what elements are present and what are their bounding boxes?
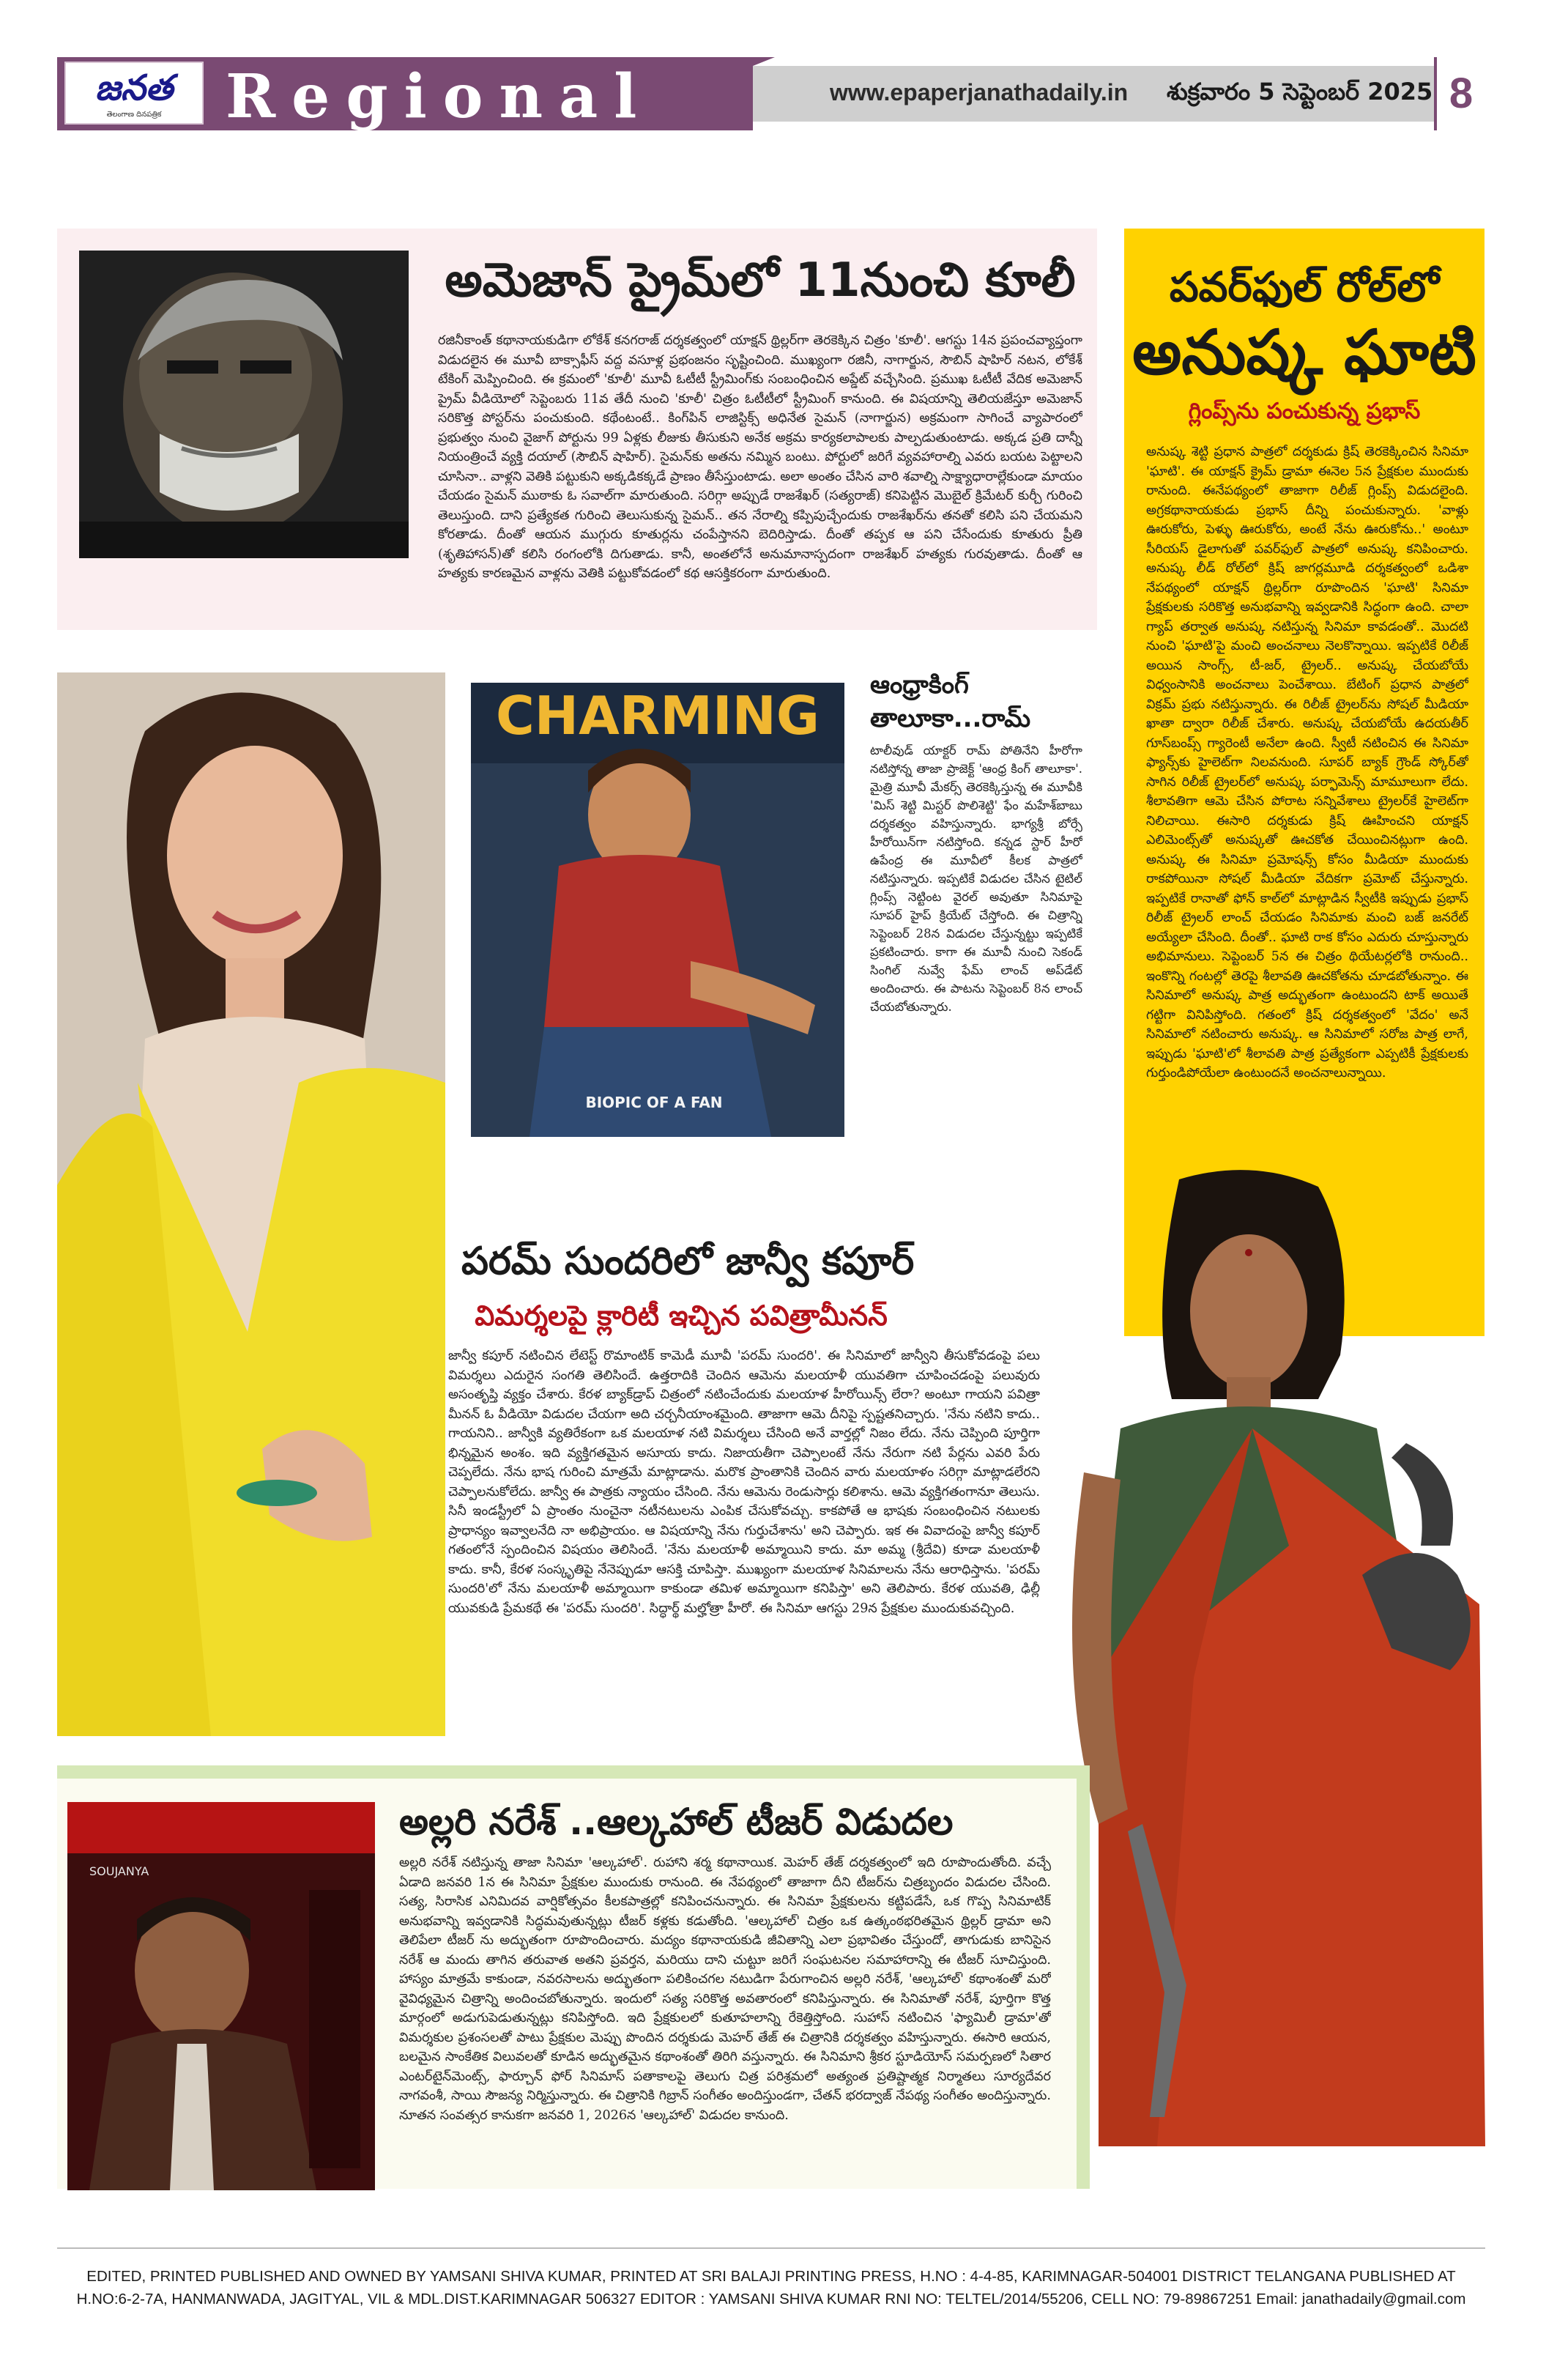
coolie-headline: అమెజాన్ ప్రైమ్‌లో 11నుంచి కూలీ <box>445 253 1076 308</box>
imprint-line-2: H.NO:6-2-7A, HANMANWADA, JAGITYAL, VIL & MDL.DIST.KARIMNAGAR 506327 EDITOR : YAMSANI SHIVA KUMAR RNI NO: TELTEL/2014/55206, CELL NO: 79-89867251 Email: janathadaily@gmail.com <box>76 2291 1466 2307</box>
footer-divider <box>57 2247 1485 2249</box>
section-title: Regional <box>226 62 653 132</box>
coolie-body: రజినీకాంత్ కథానాయకుడిగా లోకేశ్ కనగరాజ్ దర్శకత్వంలో యాక్షన్ థ్రిల్లర్‌గా తెరకెక్కిన చిత్రం 'కూలీ'. ఆగస్టు 14న ప్రపంచవ్యాప్తంగా విడుదలైన ఈ మూవీ బాక్సాఫీస్ వద్ద వసూళ్ల ప్రభంజనం సృష్టించింది. ముఖ్యంగా రజినీ, నాగార్జున, సౌబిన్ షాహిర్ నటన, లోకేశ్ టేకింగ్ మెప్పించింది. ఈ క్రమంలో 'కూలీ' మూవీ ఓటీటీ స్ట్రీమింగ్‌కు సంబంధించిన అప్డేట్ వచ్చేసింది. ప్రముఖ ఓటీటీ వేదిక అమెజాన్ ప్రైమ్ వీడియోలో సెప్టెంబరు 11వ తేదీ నుంచి 'కూలీ' చిత్రం ఓటీటీలో స్ట్రీమింగ్ కానుంది. ఈ విషయాన్ని తెలియజేస్తూ అమెజాన్ సరికొత్త పోస్టర్‌ను పంచుకుంది. కథేంటంటే.. కింగ్‌పిన్ లాజిస్టిక్స్ అధినేత సైమన్ (నాగార్జున) అక్రమంగా సాగించే వ్యాపారంలో ప్రభుత్వం నుంచి వైజాగ్ పోర్టును 99 ఏళ్లకు లీజుకు తీసుకుని అనేక అక్రమ కార్యకలాపాలకు పాల్పడుతుంటాడు. అక్కడ ప్రతి దాన్నీ నియంత్రించే వ్యక్తి దయాల్ (సౌబిన్ షాహిర్). సైమన్‌కు అతను నమ్మిన బంటు. పోర్టులో జరిగే వ్యవహారాల్ని ఎవరు బయట పెట్టాలని చూసినా.. వాళ్లని వెతికి పట్టుకుని అక్కడికక్కడే ప్రాణం తీసేస్తుంటాడు. అలా అంతం చేసిన వారి శవాల్ని సాక్ష్యాధారాల్లేకుండా మాయం చేయడం సైమన్ ముఠాకు ఓ సవాల్‌గా మారుతుంది. సరిగ్గా అప్పుడే రాజశేఖర్ (సత్యరాజ్) కనిపెట్టిన మొబైల్ క్రిమేటర్ కుర్చీ గురించి తెలుస్తుంది. దాని ప్రత్యేకత గురించి తెలుసుకున్న సైమన్.. తన నేరాల్ని కప్పిపుచ్చేందుకు రాజశేఖర్‌ను తనతో కలిసి పని చేయమని కోరతాడు. దీంతో ఆయన ముగ్గురు కూతుర్లను చంపేస్తానని బెదిరిస్తాడు. దీంతో తప్పక ఆ పని చేసేందుకు కూతురు ప్రీతి (శృతిహాసన్)తో కలిసి రంగంలోకి దిగుతాడు. కానీ, అంతలోనే అనుమానాస్పదంగా రాజశేఖర్ హత్యకు గురవుతాడు. దీంతో ఆ హత్యకు కారణమైన వాళ్లను వెతికి పట్టుకోవడంలో కథ ఆసక్తికరంగా మారుతుంది. <box>438 333 1082 581</box>
allari-body: అల్లరి నరేశ్ నటిస్తున్న తాజా సినిమా 'ఆల్కహాల్'. రుహాని శర్మ కథానాయిక. మెహర్ తేజ్ దర్శకత్వంలో ఇది రూపొందుతోంది. వచ్చే ఏడాది జనవరి 1న ఈ సినిమా ప్రేక్షకుల ముందుకు రానుంది. ఈ నేపథ్యంలో తాజాగా దీని టీజర్‌ను చిత్రబృందం విడుదల చేసింది. సత్య, సిరాసిక ఎనిమిదవ వార్షికోత్సవం కీలకపాత్రల్లో కనిపించనున్నారు. ఈ సినిమా ప్రేక్షకులను కట్టిపడేసే, ఒక గొప్ప సినిమాటిక్ అనుభవాన్ని ఇవ్వడానికి సిద్ధమవుతున్నట్లు టీజర్ కళ్లకు కడుతోంది. 'ఆల్కహాల్' చిత్రం ఒక ఉత్కంఠభరితమైన థ్రిల్లర్ డ్రామా అని తెలిపేలా టీజర్ ను అద్భుతంగా రూపొందించారు. మద్యం కథానాయకుడి జీవితాన్ని ఎలా ప్రభావితం చేస్తుందో, తాగుడుకు బానిసైన నరేశ్ ఆ మందు తాగిన తరువాత అతని ప్రవర్తన, మరియు దాని చుట్టూ జరిగే సంఘటనల సమాహారాన్ని ఈ టీజర్ సూచిస్తుంది. హాస్యం మాత్రమే కాకుండా, నవరసాలను అద్భుతంగా పలికించగల నటుడిగా పేరుగాంచిన అల్లరి నరేశ్, 'ఆల్కహాల్' కథాంశంతో మరో వైవిధ్యమైన చిత్రాన్ని అందించబోతున్నారు. ఇందులో సత్య సరికొత్త అవతారంలో కనిపిస్తున్నారు. ఈ సినిమాతో నరేశ్, పూర్తిగా కొత్త మార్గంలో అడుగుపెడుతున్నట్లు కనిపిస్తోంది. ఇది ప్రేక్షకులలో కుతూహలాన్ని రేకెత్తిస్తోంది. సుహాస్ నటించిన 'ఫ్యామిలీ డ్రామా'తో విమర్శకుల ప్రశంసలతో పాటు ప్రేక్షకుల మెప్పు పొందిన దర్శకుడు మెహర్ తేజ్ ఈ చిత్రానికి దర్శకత్వం వహిస్తున్నారు. ఈసారి ఆయన, బలమైన సాంకేతిక విలువలతో కూడిన అద్భుతమైన కథాంశంతో తిరిగి వస్తున్నారు. ఈ సినిమాని శ్రీకర స్టూడియోస్ సమర్పణలో సితార ఎంటర్‌టైన్‌మెంట్స్, ఫార్చూన్ ఫోర్ సినిమాస్ పతాకాలపై తెలుగు చిత్ర పరిశ్రమలో అత్యంత ప్రతిష్టాత్మక నిర్మాతలు సూర్యదేవర నాగవంశీ, సాయి సౌజన్య నిర్మిస్తున్నారు. ఈ చిత్రానికి గిబ్రాన్ సంగీతం అందిస్తుండగా, చేతన్ భరద్వాజ్ నేపథ్య సంగీతం అందిస్తున్నారు. నూతన సంవత్సర కానుకగా జనవరి 1, 2026న 'ఆల్కహాల్' విడుదల కానుంది. <box>399 1856 1051 2123</box>
logo-text: జనత <box>94 67 174 108</box>
allari-frame-right <box>1077 1765 1090 2189</box>
rajinikanth-photo <box>79 251 409 558</box>
ram-poster-tagline: BIOPIC OF A FAN <box>585 1094 723 1111</box>
page-number-box <box>1434 57 1485 130</box>
imprint-footer <box>57 2265 1485 2310</box>
imprint-line-1: EDITED, PRINTED PUBLISHED AND OWNED BY YAMSANI SHIVA KUMAR, PRINTED AT SRI BALAJI PRINTING PRESS, H.NO : 4-4-85, KARIMNAGAR-504001 DISTRICT TELANGANA PUBLISHED AT <box>86 2268 1456 2285</box>
allari-naresh-poster <box>67 1802 375 2190</box>
anushka-body: అనుష్క శెట్టి ప్రధాన పాత్రలో దర్శకుడు క్రిష్ తెరకెక్కించిన సినిమా 'ఘాటి'. ఈ యాక్షన్ క్రైమ్ డ్రామా ఈనెల 5న ప్రేక్షకుల ముందుకు రానుంది. ఈనేపథ్యంలో తాజాగా రిలీజ్ గ్లింప్స్ విడుదలైంది. అగ్రకథానాయకుడు ప్రభాస్ దీన్ని పంచుకున్నారు. 'వాళ్లు ఊరుకోరు, పెళ్ళు ఊరుకోరు, అంటే నేను ఊరుకోను..' అంటూ సీరియస్ డైలాగుతో పవర్‌ఫుల్ పాత్రలో అనుష్క కనిపించారు. అనుష్క లీడ్ రోల్‌లో క్రిష్ జాగర్లమూడి దర్శకత్వంలో ఒడిశా నేపథ్యంలో యాక్షన్ థ్రిల్లర్‌గా రూపొందిన 'ఘాటి' సినిమా ప్రేక్షకులకు సరికొత్త అనుభవాన్ని ఇవ్వడానికి సిద్ధంగా ఉంది. చాలా గ్యాప్ తర్వాత అనుష్క నటిస్తున్న సినిమా కావడంతో.. మొదటి నుంచి 'ఘాటి'పై మంచి అంచనాలు నెలకొన్నాయి. ఇప్పటికే రిలీజ్ అయిన సాంగ్స్, టీ-జర్, ట్రైలర్.. అనుష్క చేయబోయే విధ్వంసానికి అంచనాలు పెంచేశాయి. బేటింగ్ ప్రధాన పాత్రలో విక్రమ్ ప్రభు నటిస్తున్నారు. ఈ రిలీజ్ ట్రైలర్‌ను సోషల్ మీడియా ఖాతా ద్వారా రిలీజ్ చేశారు. అనుష్క చేయబోయే ఉదయతీర్ గూస్‌బంప్స్ గ్యారెంటీ అనేలా ఉంది. స్వీటీ నటించిన ఈ సినిమా ఫ్యాన్స్‌కు హైలెట్‌గా నిలవనుంది. సూపర్ బ్యాక్ గ్రౌండ్ స్కోర్‌తో సాగిన రిలీజ్ ట్రైలర్‌లో అనుష్క పర్ఫామెన్స్ మామూలుగా లేదు. శీలావతిగా ఆమె చేసిన పోరాట సన్నివేశాలు ట్రైలర్‌కే హైలెట్‌గా నిలిచాయి. ఈసారి దర్శకుడు క్రిష్ ఊహించని యాక్షన్ ఎలిమెంట్స్‌తో అనుష్కతో ఊచకోత చేయించినట్లుగా ఉంది. అనుష్క ఈ సినిమా ప్రమోషన్స్ కోసం మీడియా ముందుకు రాకపోయినా సోషల్ మీడియా వేదికగా ప్రమోట్ చేస్తున్నారు. ఇప్పటికే రానాతో ఫోన్ కాల్‌లో మాట్లాడిన స్వీటీకి ఇప్పుడు ప్రభాస్ రిలీజ్ ట్రైలర్ లాంచ్ చేయడం సినిమాకు మంచి బజ్ జనరేట్ అయ్యేలా చేసింది. దీంతో.. ఘాటి రాక కోసం ఎదురు చూస్తున్నారు అభిమానులు. సెప్టెంబర్ 5న ఈ చిత్రం థియేటర్లలోకి రానుంది.. ఇంకొన్ని గంటల్లో తెరపై శీలావతి ఊచకోతను చూడబోతున్నాం. ఈ సినిమాలో అనుష్క పాత్ర అద్భుతంగా ఉంటుందని టాక్ అయితే గట్టిగా వినిపిస్తోంది. గతంలో క్రిష్ దర్శకత్వంలో 'వేదం' అనే సినిమాలో నటించారు అనుష్క. ఆ సినిమాలో సరోజ పాత్ర లాగే, ఇప్పుడు 'ఘాటి'లో శీలావతి పాత్ర ప్రత్యేకంగా ఎప్పటికీ ప్రేక్షకులకు గుర్తుండిపోయేలా ఉంటుందనే అంచనాలున్నాయి. <box>1146 445 1468 1080</box>
ram-headline: ఆంధ్రాకింగ్ తాలూకా...రామ్ <box>870 670 1031 733</box>
ram-body: టాలీవుడ్ యాక్టర్ రామ్ పోతినేని హీరోగా నటిస్తోన్న తాజా ప్రాజెక్ట్ 'ఆంధ్ర కింగ్ తాలూకా'. మైత్రి మూవీ మేకర్స్ తెరకెక్కిస్తున్న ఈ మూవీకి 'మిస్ శెట్టి మిస్టర్ పొలిశెట్టి' ఫేం మహేశ్‌బాబు దర్శకత్వం వహిస్తున్నారు. భాగ్యశ్రీ బోర్సే హీరోయిన్‌గా నటిస్తోంది. కన్నడ స్టార్ హీరో ఉపేంద్ర ఈ మూవీలో కీలక పాత్రలో నటిస్తున్నారు. ఇప్పటికే విడుదల చేసిన టైటిల్ గ్లింప్స్ నెట్టింట వైరల్ అవుతూ సినిమాపై సూపర్ హైప్ క్రియేట్ చేస్తోంది. ఈ చిత్రాన్ని సెప్టెంబర్ 28న విడుదల చేస్తున్నట్టు ఇప్పటికే ప్రకటించారు. కాగా ఈ మూవీ నుంచి సెకండ్ సింగిల్ నువ్వే ఫేమ్ లాంచ్ అప్‌డేట్ అందించారు. ఈ పాటను సెప్టెంబర్ 8న లాంచ్ చేయబోతున్నారు. <box>870 744 1082 1014</box>
masthead-notch <box>753 57 775 66</box>
masthead <box>57 57 1485 130</box>
anushka-subheadline: గ్లింప్స్‌ను పంచుకున్న ప్రభాస్ <box>1188 398 1421 424</box>
website-link[interactable]: www.epaperjanathadaily.in <box>830 79 1129 105</box>
anushka-headline-line2: అనుష్క ఘాటి <box>1132 316 1476 388</box>
issue-date: శుక్రవారం 5 సెప్టెంబర్ 2025 <box>1167 78 1433 105</box>
allari-poster-name: SOUJANYA <box>89 1864 149 1878</box>
param-body: జాన్వీ కపూర్ నటించిన లేటెస్ట్ రొమాంటిక్ కామెడీ మూవీ 'పరమ్ సుందరి'. ఈ సినిమాలో జాన్వీని తీసుకోవడంపై పలు విమర్శలు ఎదురైన సంగతి తెలిసిందే. ఉత్తరాదికి చెందిన ఆమెను మలయాళీ యువతిగా చూపించడంపై పలువురు అసంతృప్తి వ్యక్తం చేశారు. కేరళ బ్యాక్‌డ్రాప్ చిత్రంలో నటించేందుకు మలయాళ హీరోయిన్స్ లేరా? అంటూ గాయని పవిత్రా మీనన్ ఓ వీడియో విడుదల చేయగా అది చర్చనీయాంశమైంది. తాజాగా ఆమె దీనిపై స్పష్టతనిచ్చారు. 'నేను నటిని కాదు.. గాయనిని.. జాన్వీకి వ్యతిరేకంగా ఒక మలయాళ నటి విమర్శలు చేసింది అనే వార్తల్లో నిజం లేదు. నేను చెప్పింది పూర్తిగా భిన్నమైన అంశం. ఇది వ్యక్తిగతమైన అసూయ కాదు. నిజాయతీగా చెప్పాలంటే నేను నేరుగా నటి పేర్లను ఎవరి పేరు చెప్పలేదు. నేను భాష గురించి మాత్రమే మాట్లాడాను. మరొక ప్రాంతానికి చెందిన వారు మలయాళం సరిగ్గా మాట్లాడలేరని చెప్పాలనుకోలేదు. జాన్వీ ఈ పాత్రకు న్యాయం చేసింది. నేను ఆమెను రెండుసార్లు కలిశాను. ఆమె వ్యక్తిగతంగానూ తెలుసు. సినీ ఇండస్ట్రీలో ఏ ప్రాంతం నుంచైనా నటీనటులను ఎంపిక చేసుకోవచ్చు. కాకపోతే ఆ భాషకు సంబంధించిన నటులకు ప్రాధాన్యం ఇవ్వాలనేది నా అభిప్రాయం. ఆ విషయాన్ని నేను గుర్తుచేశాను' అని చెప్పారు. ఇక ఈ వివాదంపై జాన్వీ కపూర్ గతంలోనే స్పందించిన విషయం తెలిసిందే. 'నేను మలయాళీ అమ్మాయిని కాదు. మా అమ్మ (శ్రీదేవి) కూడా మలయాళీ కాదు. కానీ, కేరళ సంస్కృతిపై నేనెప్పుడూ ఆసక్తి చూపిస్తా. ముఖ్యంగా మలయాళ సినిమాలను నేను ఆరాధిస్తాను. 'పరమ్ సుందరి'లో నేను మలయాళీ అమ్మాయిగా కాకుండా తమిళ అమ్మాయిగా కనిపిస్తా' అని తెలిపారు. కేరళ యువతి, ఢిల్లీ యువకుడి ప్రేమకథే ఈ 'పరమ్ సుందరి'. సిద్ధార్థ్ మల్హోత్రా హీరో. ఈ సినిమా ఆగస్టు 29న ప్రేక్షకుల ముందుకువచ్చింది. <box>448 1349 1040 1616</box>
coolie-article <box>57 229 1097 630</box>
newspaper-logo[interactable] <box>64 62 204 125</box>
anushka-headline-line1: పవర్‌ఫుల్ రోల్‌లో <box>1169 264 1440 311</box>
allari-headline: అల్లరి నరేశ్ ..ఆల్కహాల్ టీజర్ విడుదల <box>399 1801 954 1843</box>
page-number: 8 <box>1449 70 1474 117</box>
ram-poster-top-text: CHARMING <box>495 685 820 746</box>
janhvi-kapoor-photo <box>57 672 445 1736</box>
ram-pothineni-poster <box>471 683 844 1137</box>
logo-tagline: తెలంగాణ దినపత్రిక <box>106 111 162 119</box>
param-subheadline-bar <box>461 1295 901 1336</box>
param-headline: పరమ్ సుందరిలో జాన్వీ కపూర్ <box>461 1239 915 1283</box>
param-subheadline: విమర్శలపై క్లారిటీ ఇచ్చిన పవిత్రామీనన్ <box>475 1300 888 1332</box>
allari-frame-top <box>57 1765 1090 1779</box>
